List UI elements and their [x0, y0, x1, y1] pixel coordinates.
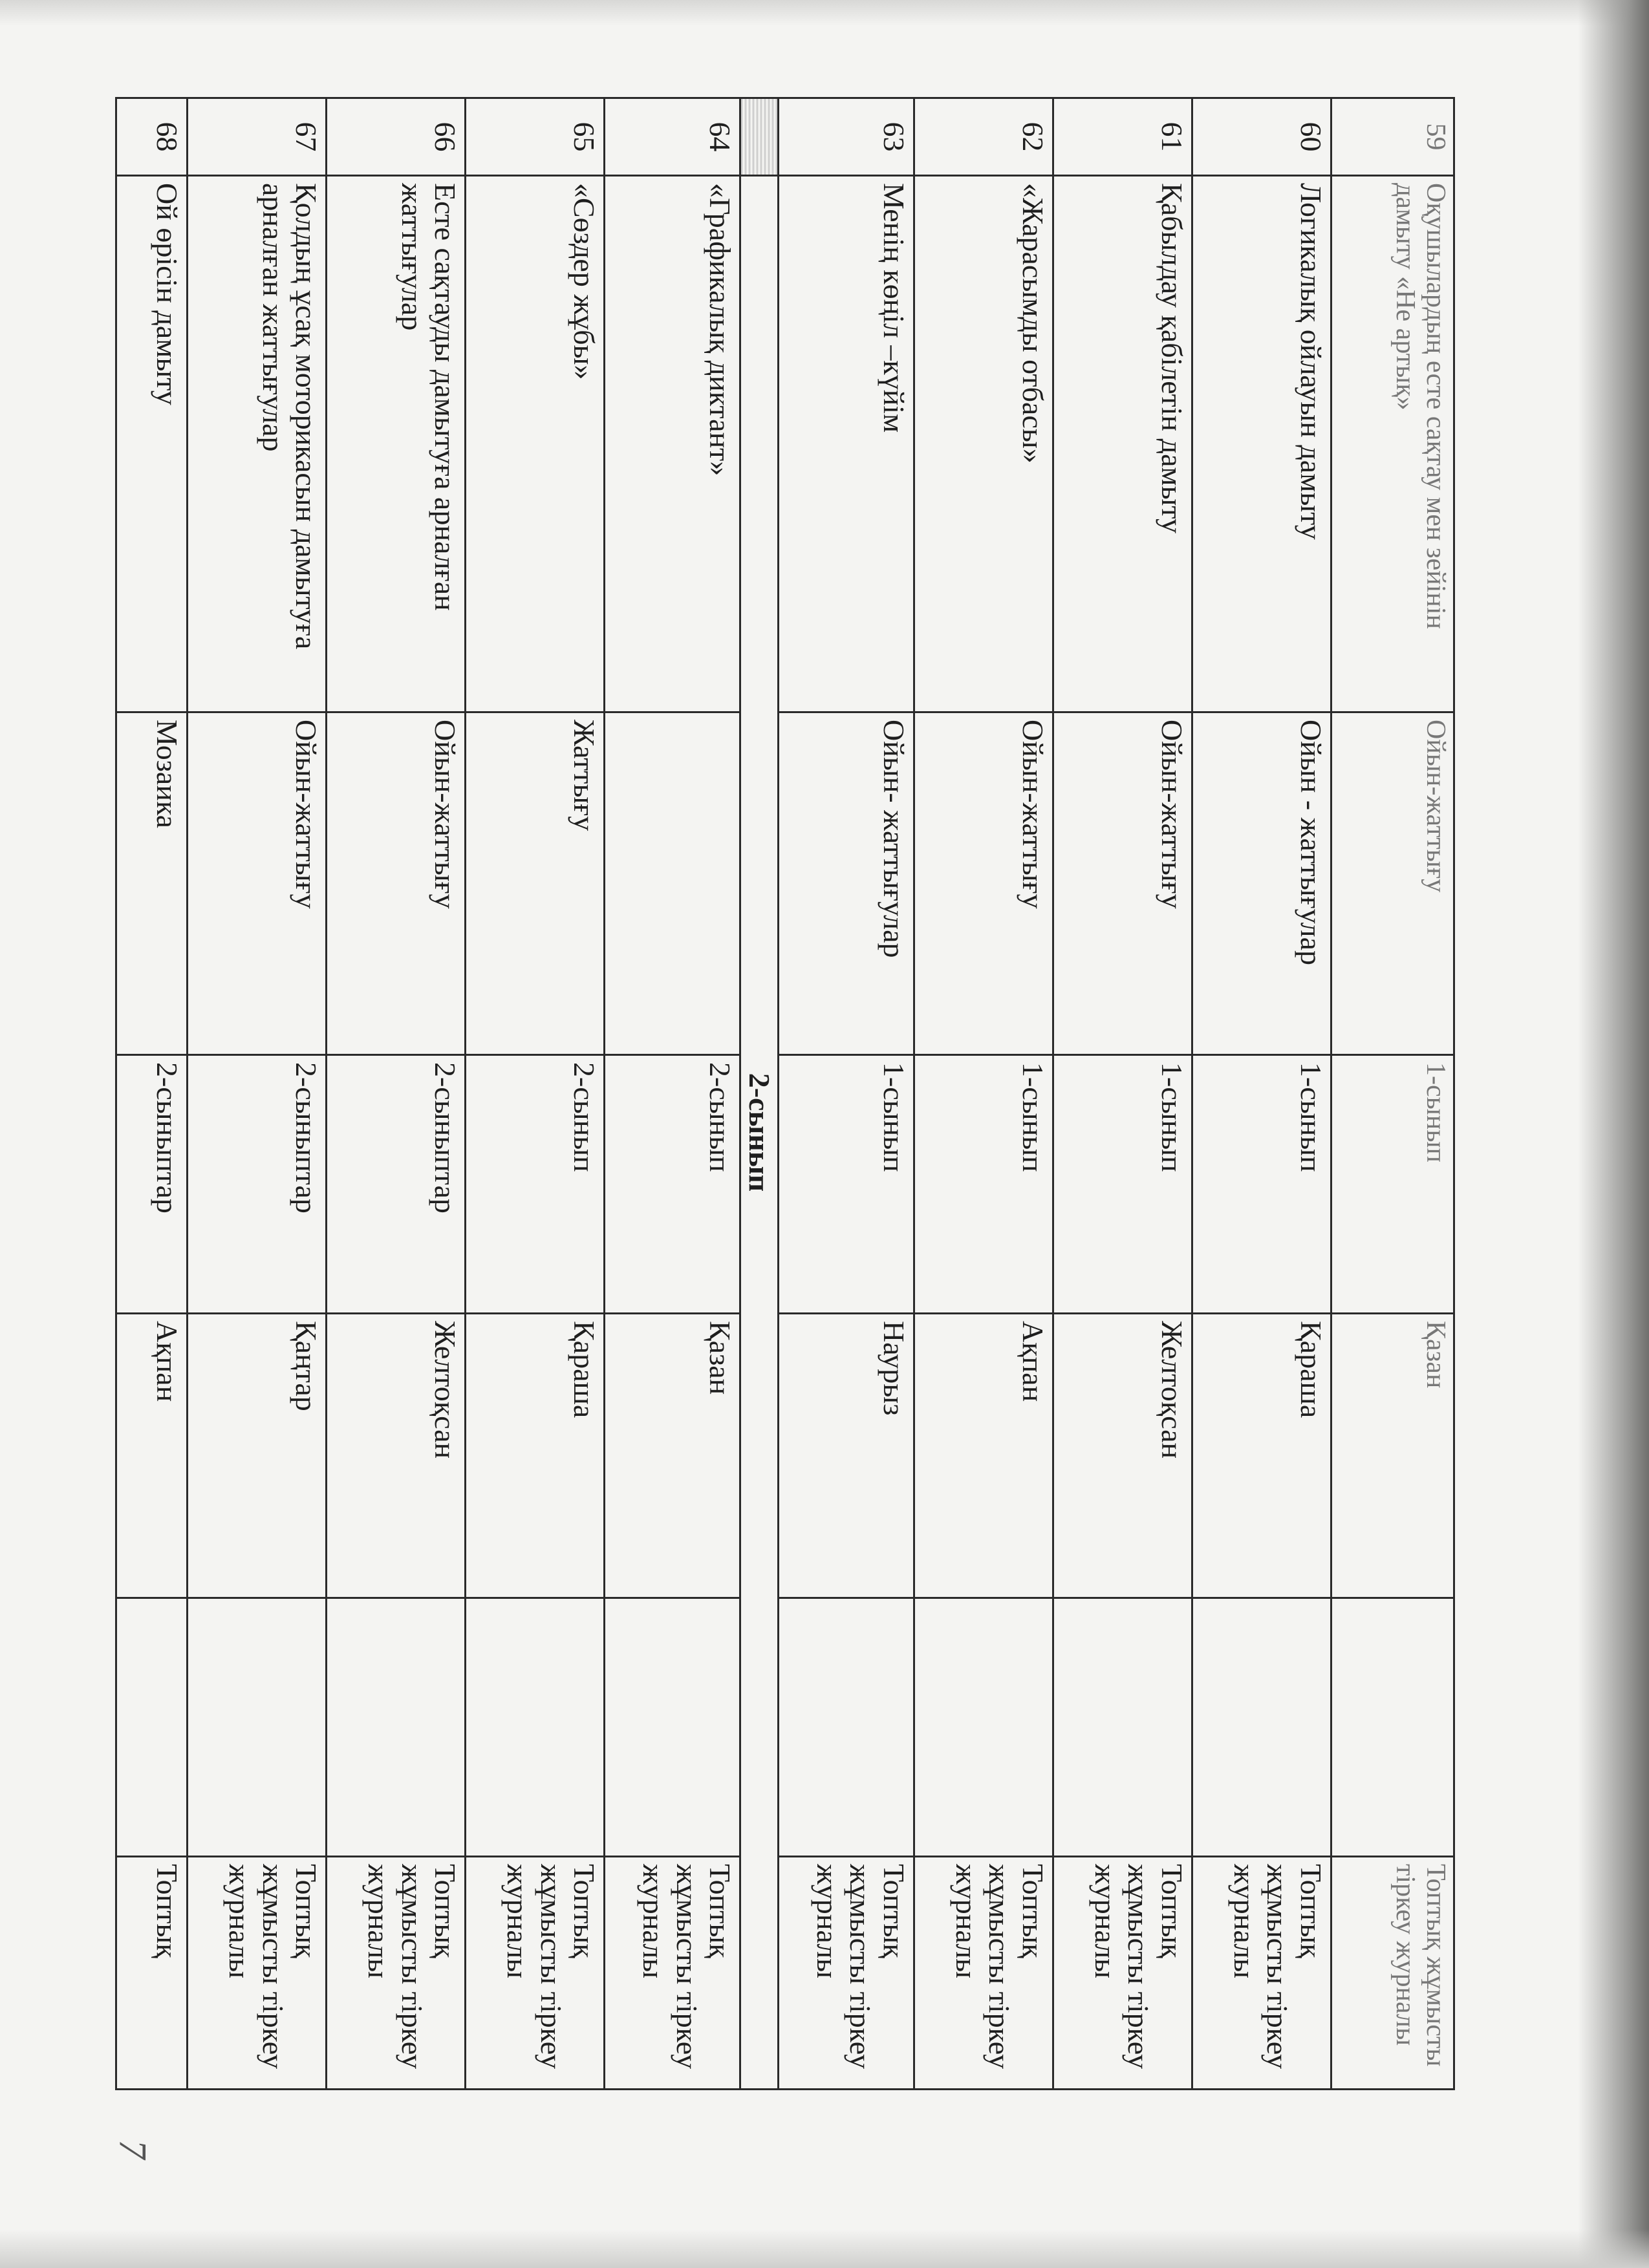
topic-cell: Оқушылардың есте сақтау мен зейінін дамыту «Не артық» — [1331, 176, 1454, 712]
month-cell: Қазан — [1331, 1314, 1454, 1598]
table-row — [188, 98, 327, 2090]
topic-cell: «Сөздер жұбы» — [466, 176, 605, 712]
topic-cell: Логикалық ойлауын дамыту — [1192, 176, 1331, 712]
activity-form-cell: Ойын - жаттығулар — [1192, 712, 1331, 1055]
scan-edge-top — [0, 0, 1649, 26]
document-cell: Топтық жұмысты тіркеу журналы — [605, 1857, 740, 2090]
table-row — [1053, 98, 1192, 2090]
table-row — [914, 98, 1053, 2090]
row-number-cell: 65 — [466, 98, 605, 176]
document-cell: Топтық жұмысты тіркеу журналы — [779, 1857, 914, 2090]
topic-cell: «Графикалық диктант» — [605, 176, 740, 712]
month-cell: Қараша — [466, 1314, 605, 1598]
empty-cell — [779, 1598, 914, 1857]
section-header-row-group — [740, 98, 779, 2090]
document-cell: Топтық жұмысты тіркеу журналы — [1192, 1857, 1331, 2090]
row-number-cell: 62 — [914, 98, 1053, 176]
month-cell: Желтоқсан — [1053, 1314, 1192, 1598]
grade-cell: 2-сыныптар — [327, 1055, 466, 1314]
empty-cell — [116, 1598, 188, 1857]
grade-cell: 2-сыныптар — [116, 1055, 188, 1314]
empty-cell — [327, 1598, 466, 1857]
grade-cell: 1-сынып — [1331, 1055, 1454, 1314]
month-cell: Ақпан — [914, 1314, 1053, 1598]
grade-cell: 2-сыныптар — [188, 1055, 327, 1314]
empty-cell — [466, 1598, 605, 1857]
grade-cell: 1-сынып — [1192, 1055, 1331, 1314]
empty-cell — [1192, 1598, 1331, 1857]
empty-cell — [1331, 1598, 1454, 1857]
activity-form-cell: Ойын- жаттығулар — [779, 712, 914, 1055]
document-cell: Топтық жұмысты тіркеу журналы — [914, 1857, 1053, 2090]
month-cell: Қазан — [605, 1314, 740, 1598]
table-row — [116, 98, 188, 2090]
topic-cell: Қабылдау қабілетін дамыту — [1053, 176, 1192, 712]
document-cell: Топтық жұмысты тіркеу журналы — [327, 1857, 466, 2090]
month-cell: Қаңтар — [188, 1314, 327, 1598]
table-row — [466, 98, 605, 2090]
document-cell: Топтық жұмысты тіркеу журналы — [188, 1857, 327, 2090]
month-cell: Ақпан — [116, 1314, 188, 1598]
activity-form-cell: Мозаика — [116, 712, 188, 1055]
scan-edge-right — [1578, 0, 1649, 2268]
row-number-cell: 68 — [116, 98, 188, 176]
empty-cell — [605, 1598, 740, 1857]
row-number-cell: 66 — [327, 98, 466, 176]
document-cell: Топтық жұмысты тіркеу журналы — [466, 1857, 605, 2090]
row-number-cell: 63 — [779, 98, 914, 176]
activity-form-cell: Ойын-жаттығу — [1053, 712, 1192, 1055]
grade-cell: 1-сынып — [914, 1055, 1053, 1314]
grade-cell: 1-сынып — [1053, 1055, 1192, 1314]
topic-cell: Қолдың ұсақ моторикасын дамытуға арналған жаттығулар — [188, 176, 327, 712]
activity-form-cell: Жаттығу — [466, 712, 605, 1055]
table-row — [1331, 98, 1454, 2090]
month-cell: Наурыз — [779, 1314, 914, 1598]
rotated-page — [151, 97, 1455, 2088]
table-body-grade2 — [116, 98, 740, 2090]
table-row — [779, 98, 914, 2090]
document-cell: Топтық жұмысты тіркеу журналы — [1053, 1857, 1192, 2090]
activity-form-cell — [605, 712, 740, 1055]
empty-cell — [914, 1598, 1053, 1857]
topic-cell: Есте сақтауды дамытуға арналған жаттығулар — [327, 176, 466, 712]
row-number-cell: 67 — [188, 98, 327, 176]
activity-form-cell: Ойын-жаттығу — [914, 712, 1053, 1055]
scan-edge-bottom — [0, 2229, 1649, 2268]
section-spacer — [740, 98, 779, 176]
table-row — [327, 98, 466, 2090]
row-number-cell: 60 — [1192, 98, 1331, 176]
table-body-grade1 — [779, 98, 1454, 2090]
row-number-cell: 64 — [605, 98, 740, 176]
work-plan-table — [115, 97, 1455, 2090]
empty-cell — [188, 1598, 327, 1857]
topic-cell: «Жарасымды отбасы» — [914, 176, 1053, 712]
row-number-cell: 61 — [1053, 98, 1192, 176]
month-cell: Қараша — [1192, 1314, 1331, 1598]
page-number: 7 — [111, 2139, 155, 2159]
topic-cell: Ой өрісін дамыту — [116, 176, 188, 712]
section-header-row — [740, 98, 779, 2090]
section-title: 2-сынып — [740, 176, 779, 2090]
empty-cell — [1053, 1598, 1192, 1857]
table-row — [1192, 98, 1331, 2090]
grade-cell: 2-сынып — [466, 1055, 605, 1314]
topic-cell: Менің көңіл –күйім — [779, 176, 914, 712]
grade-cell: 2-сынып — [605, 1055, 740, 1314]
document-cell: Топтық жұмысты тіркеу журналы — [1331, 1857, 1454, 2090]
document-cell: Топтық — [116, 1857, 188, 2090]
activity-form-cell: Ойын-жаттығу — [188, 712, 327, 1055]
activity-form-cell: Ойын-жаттығу — [1331, 712, 1454, 1055]
table-row — [605, 98, 740, 2090]
month-cell: Желтоқсан — [327, 1314, 466, 1598]
grade-cell: 1-сынып — [779, 1055, 914, 1314]
row-number-cell: 59 — [1331, 98, 1454, 176]
activity-form-cell: Ойын-жаттығу — [327, 712, 466, 1055]
